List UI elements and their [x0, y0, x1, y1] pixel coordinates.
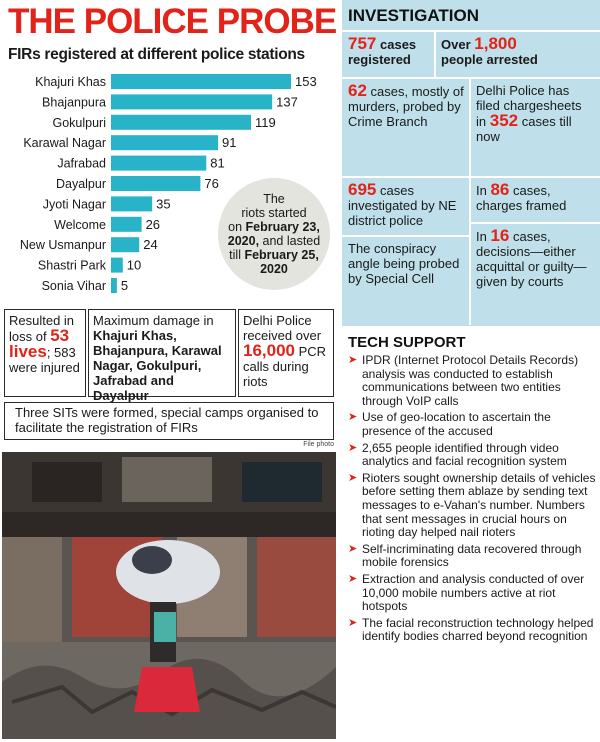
lives-lost-box — [4, 309, 86, 397]
note-date: February 25, — [244, 248, 319, 262]
charges-framed — [476, 182, 594, 213]
category-label: Gokulpuri — [52, 115, 106, 130]
note-date: February 23, — [245, 220, 320, 234]
damage-areas: Khajuri Khas, Bhajanpura, Karawal Nagar, Gokulpuri, Jafrabad and Dayalpur — [93, 328, 222, 403]
chart-subtitle: FIRs registered at different police stations — [8, 46, 305, 63]
stat-text: ; 583 were injured — [9, 345, 80, 375]
lives-lost-count: 53 lives — [9, 326, 70, 361]
stat-text: In — [476, 183, 487, 198]
value-label: 5 — [120, 278, 129, 293]
arrow-bullet-icon: ➤ — [348, 354, 358, 366]
category-label: Jyoti Nagar — [42, 197, 106, 212]
sits-note: Three SITs were formed, special camps organised to facilitate the registration of FIRs — [4, 402, 334, 440]
ne-cases-count: 695 — [348, 180, 377, 199]
arrow-bullet-icon: ➤ — [348, 542, 358, 555]
riots-date-note — [218, 178, 330, 290]
note-line: and lasted — [259, 234, 321, 248]
pcr-calls-count: 16,000 — [243, 341, 295, 360]
burnt-shop-image — [2, 452, 336, 739]
stat-text: Maximum damage in — [93, 313, 214, 328]
chargesheets — [476, 83, 594, 144]
pcr-calls-box — [238, 309, 334, 397]
stat-text: cases till now — [476, 114, 572, 144]
value-label: 76 — [204, 176, 219, 191]
value-label: 137 — [276, 94, 298, 110]
stat-text: cases investigated by NE district police — [348, 183, 457, 228]
stat-text: In — [476, 229, 487, 244]
value-label: 35 — [156, 196, 171, 212]
category-label: Jafrabad — [57, 156, 106, 171]
category-label: Dayalpur — [55, 177, 106, 191]
stat-text: people arrested — [441, 52, 538, 67]
note-line: The — [263, 192, 285, 206]
tech-item-text: Self-incriminating data recovered through mobile forensics — [362, 541, 582, 570]
bar — [111, 135, 218, 150]
tech-item — [348, 543, 598, 570]
ne-district-cases — [348, 182, 466, 228]
tech-item — [348, 472, 598, 540]
value-label: 26 — [145, 216, 161, 232]
value-label: 91 — [222, 135, 237, 151]
tech-item-text: Extraction and analysis conducted of over 10,000 mobile numbers active at riot hotspots — [362, 571, 585, 614]
stat-text: PCR calls during riots — [243, 344, 327, 389]
tech-item — [348, 617, 598, 644]
investigation-panel — [342, 0, 600, 326]
value-label: 119 — [255, 114, 276, 130]
value-label: 10 — [126, 257, 142, 273]
conspiracy-note — [348, 241, 466, 286]
category-label: Bhajanpura — [42, 95, 106, 110]
value-label: 153 — [295, 74, 317, 89]
people-arrested — [441, 36, 596, 67]
bar — [111, 176, 200, 191]
cases-registered-count: 757 — [348, 34, 377, 53]
category-label: Karawal Nagar — [23, 136, 106, 151]
arrow-bullet-icon: ➤ — [348, 572, 358, 585]
arrow-bullet-icon: ➤ — [348, 471, 358, 484]
bar — [111, 217, 142, 232]
decisions-count: 16 — [490, 226, 510, 245]
bar — [111, 258, 123, 273]
tech-item — [348, 354, 598, 408]
chargesheet-count: 352 — [489, 111, 519, 130]
value-label: 24 — [143, 237, 158, 253]
category-label: Shastri Park — [37, 258, 106, 273]
tech-item-text: Use of geo-location to ascertain the presence of the accused — [362, 410, 551, 438]
bar — [111, 278, 117, 293]
tech-item — [348, 573, 598, 614]
tech-item — [348, 411, 598, 438]
photo-credit: File photo — [303, 441, 334, 448]
tech-support-title: TECH SUPPORT — [348, 334, 466, 351]
tech-item-text: Rioters sought ownership details of vehicles before setting them ablaze by sending text messages to e-Vahan's number. Numbers that sent messages in crucial hours on rioting day helped nail rioters — [362, 470, 596, 540]
note-date: 2020, — [227, 234, 260, 248]
stat-text: Delhi Police has filed chargesheets in — [476, 83, 582, 129]
arrow-bullet-icon: ➤ — [348, 411, 358, 424]
stat-text: cases, charges framed — [476, 183, 567, 213]
court-decisions — [476, 228, 594, 289]
bar — [111, 156, 206, 171]
tech-support-list — [348, 354, 598, 647]
page-title: THE POLICE PROBE — [8, 2, 337, 41]
note-date: 2020 — [260, 262, 288, 276]
stat-text: cases registered — [348, 37, 417, 67]
right-column — [342, 0, 600, 742]
stat-text: Resulted in loss of — [9, 313, 75, 344]
stat-text: Delhi Police received over — [243, 313, 322, 343]
category-label: Sonia Vihar — [41, 279, 106, 293]
category-label: New Usmanpur — [19, 238, 106, 253]
tech-item — [348, 442, 598, 469]
murder-cases-count: 62 — [348, 81, 367, 100]
stat-text: cases, mostly of murders, probed by Crime Branch — [348, 84, 464, 129]
tech-item-text: The facial reconstruction technology helped identify bodies charred beyond recognition — [362, 615, 594, 644]
value-label: 81 — [210, 155, 225, 171]
arrow-bullet-icon: ➤ — [348, 441, 358, 454]
note-line: riots started — [241, 206, 307, 220]
bar — [111, 115, 251, 130]
bar — [111, 74, 291, 89]
investigation-title: INVESTIGATION — [348, 6, 479, 25]
charges-framed-count: 86 — [490, 180, 510, 199]
stat-text: The conspiracy angle being probed by Special Cell — [348, 241, 460, 286]
stat-text: Over — [441, 37, 471, 52]
note-line: till — [229, 248, 245, 262]
category-label: Welcome — [54, 217, 106, 232]
murder-cases — [348, 83, 466, 129]
bar — [111, 196, 152, 211]
tech-item-text: 2,655 people identified through video analytics and facial recognition system — [362, 440, 567, 469]
category-label: Khajuri Khas — [35, 75, 106, 89]
arrow-bullet-icon: ➤ — [348, 616, 358, 629]
riot-scene-photo — [2, 452, 336, 739]
stat-text: cases, decisions—either acquittal or guilty—given by courts — [476, 229, 587, 289]
tech-item-text: IPDR (Internet Protocol Details Records) analysis was conducted to establish communications between two entities through VoIP calls — [362, 353, 579, 408]
cases-registered — [348, 36, 436, 67]
damage-areas-box — [88, 309, 236, 403]
arrested-count: 1,800 — [474, 34, 517, 53]
bar — [111, 94, 272, 109]
note-line: on — [228, 220, 246, 234]
bar — [111, 237, 139, 252]
